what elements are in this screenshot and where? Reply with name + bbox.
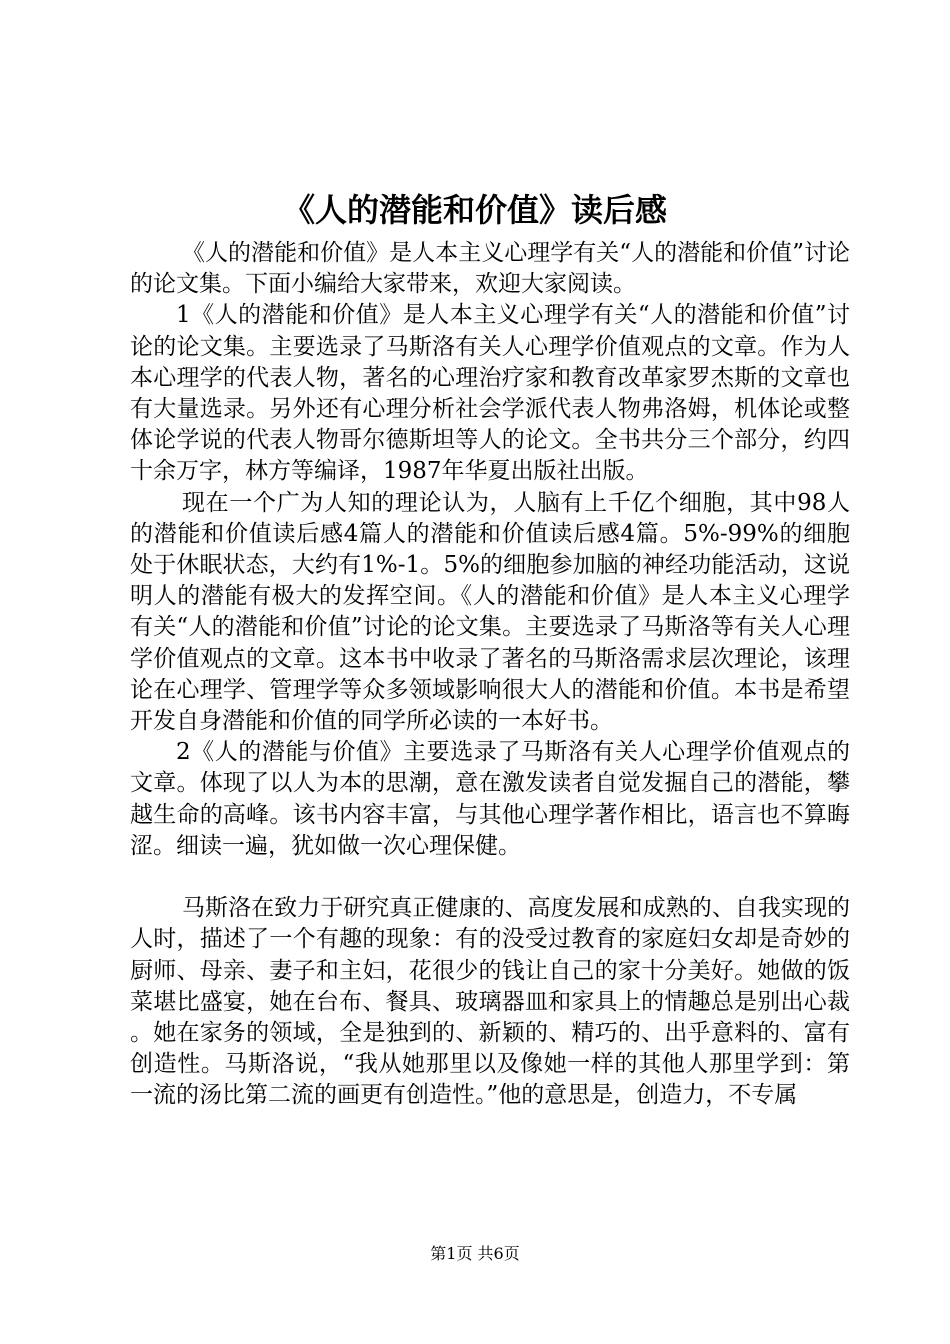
essay-1-paragraph: 1《人的潜能和价值》是人本主义心理学有关“人的潜能和价值”讨论的论文集。主要选录了马斯洛有关人心理学价值观点的文章。作为人本心理学的代表人物，著名的心理治疗家和教育改革家罗杰斯的文章也有大量选录。另外还有心理分析社会学派代表人物弗洛姆，机体论或整体论学说的代表人物哥尔德斯坦等人的论文。全书共分三个部分，约四十余万字，林方等编译，1987年华夏出版社出版。 [130, 302, 850, 485]
document-title: 《人的潜能和价值》读后感 [282, 191, 667, 229]
paragraph-gap [130, 862, 850, 893]
essay-2-paragraph: 2《人的潜能与价值》主要选录了马斯洛有关人心理学价值观点的文章。体现了以人为本的思潮，意在激发读者自觉发掘自己的潜能，攀越生命的高峰。该书内容丰富，与其他心理学著作相比，语言也不算晦涩。细读一遍，犹如做一次心理保健。 [130, 739, 850, 859]
document-body [130, 238, 850, 1112]
brain-potential-paragraph: 现在一个广为人知的理论认为，人脑有上千亿个细胞，其中98人的潜能和价值读后感4篇人的潜能和价值读后感4篇。5%-99%的细胞处于休眠状态，大约有1%-1。5%的细胞参加脑的神经功能活动，这说明人的潜能有极大的发挥空间。《人的潜能和价值》是人本主义心理学有关“人的潜能和价值”讨论的论文集。主要选录了马斯洛等有关人心理学价值观点的文章。这本书中收录了著名的马斯洛需求层次理论，该理论在心理学、管理学等众多领域影响很大人的潜能和价值。本书是希望开发自身潜能和价值的同学所必读的一本好书。 [130, 489, 850, 735]
maslow-creativity-paragraph: 马斯洛在致力于研究真正健康的、高度发展和成熟的、自我实现的人时，描述了一个有趣的现象：有的没受过教育的家庭妇女却是奇妙的厨师、母亲、妻子和主妇，花很少的钱让自己的家十分美好。她做的饭菜堪比盛宴，她在台布、餐具、玻璃器皿和家具上的情趣总是别出心裁。她在家务的领域，全是独到的、新颖的、精巧的、出乎意料的、富有创造性。马斯洛说，“我从她那里以及像她一样的其他人那里学到：第一流的汤比第二流的画更有创造性。”他的意思是，创造力，不专属 [130, 895, 850, 1109]
intro-paragraph: 《人的潜能和价值》是人本主义心理学有关“人的潜能和价值”讨论的论文集。下面小编给大家带来，欢迎大家阅读。 [130, 240, 850, 298]
page-number-footer: 第1页 共6页 [430, 1244, 520, 1263]
